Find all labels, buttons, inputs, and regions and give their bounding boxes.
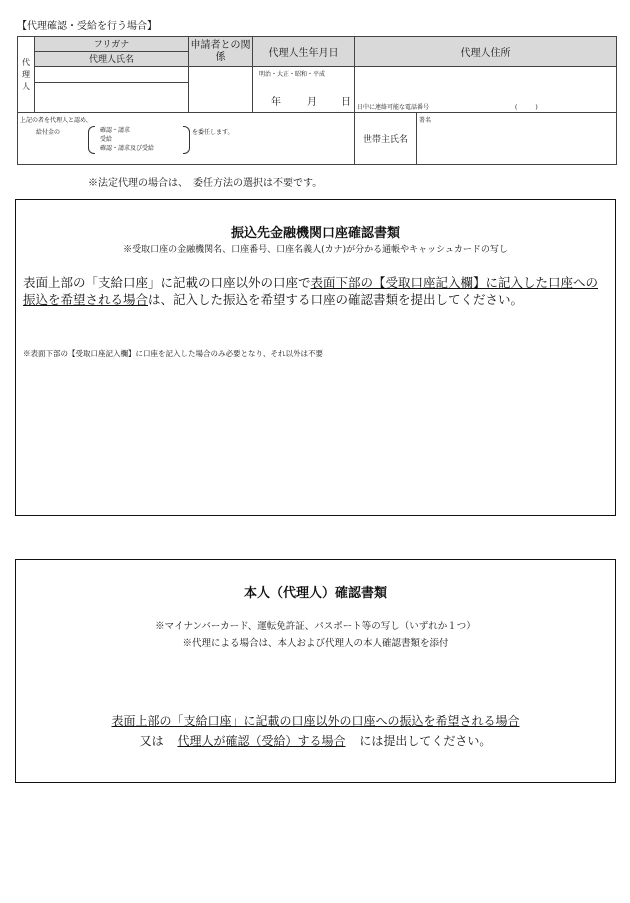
delegation-cell [18,113,355,165]
delegate-suffix: を委任します。 [192,129,234,136]
id-box-condition2 [16,732,615,749]
month-label: 月 [307,97,317,108]
id-document-box [15,559,616,783]
birthdate-field[interactable] [253,67,355,113]
id-box-line1: ※マイナンバーカード、運転免許証、パスポート等の写し（いずれか１つ） [155,621,476,632]
agent-section-title: 【代理確認・受給を行う場合】 [17,21,157,32]
bank-box-note: ※表面下部の【受取口座記入欄】に口座を記入した場合のみ必要となり、それ以外は不要 [23,349,323,358]
signature-label: 署名 [419,117,432,124]
delegate-text: 上記の者を代理人と認め、 [20,117,92,124]
bank-body-part3: は、記入した振込を希望する口座の確認書類を提出してください。 [148,292,524,307]
agent-table [17,36,617,165]
address-header: 代理人住所 [355,37,617,67]
bank-box-subtitle: ※受取口座の金融機関名、口座番号、口座名義人(カナ)が分かる通帳やキャッシュカードの写し [123,245,508,255]
id-box-condition1: 表面上部の「支給口座」に記載の口座以外の口座への振込を希望される場合 [111,714,520,728]
bank-body-part2: 表面下部の【受取口座記入欄】に記入した口座への振込を希望される場合 [23,275,599,307]
furigana-header: フリガナ [35,37,189,52]
id-cond2-main: 代理人が確認（受給）する場合 [177,734,346,748]
year-label: 年 [271,97,281,108]
address-field[interactable] [355,67,617,113]
bank-document-box [15,199,616,516]
benefit-label: 給付金の [36,129,61,136]
bank-body-part1: 表面上部の「支給口座」に記載の口座以外の口座で [23,275,311,290]
phone-label: 日中に連絡可能な電話番号 [357,104,430,111]
household-head-label: 世帯主氏名 [355,113,417,165]
bank-box-title: 振込先金融機関口座確認書類 [230,226,400,241]
day-label: 日 [341,97,351,108]
phone-paren: ( ) [515,104,538,111]
option-receive[interactable]: 受給 [100,136,113,143]
name-header: 代理人氏名 [35,52,189,67]
id-box-title: 本人（代理人）確認書類 [243,586,387,601]
birthdate-header: 代理人生年月日 [253,37,355,67]
agent-row-label: 代 理 人 [18,37,35,113]
legal-agent-note: ※法定代理の場合は、 委任方法の選択は不要です。 [88,178,323,189]
option-both[interactable]: 確認・請求及び受給 [100,145,155,152]
id-cond2-suffix: には提出してください。 [359,734,492,748]
brace-right [183,126,190,154]
agent-name-field[interactable] [35,67,189,113]
relation-header: 申請者との関係 [189,37,253,67]
id-cond2-prefix: 又は [139,734,164,748]
brace-left [88,126,95,154]
agent-furigana-field[interactable] [35,67,188,83]
delegation-options[interactable] [100,126,154,153]
era-options: 明治・大正・昭和・平成 [259,71,326,78]
id-box-line2: ※代理による場合は、本人および代理人の本人確認書類を添付 [182,638,449,649]
relation-field[interactable] [189,67,253,113]
bank-box-body [23,274,609,308]
option-confirm-request[interactable]: 確認・請求 [100,127,131,134]
signature-field[interactable] [417,113,617,165]
